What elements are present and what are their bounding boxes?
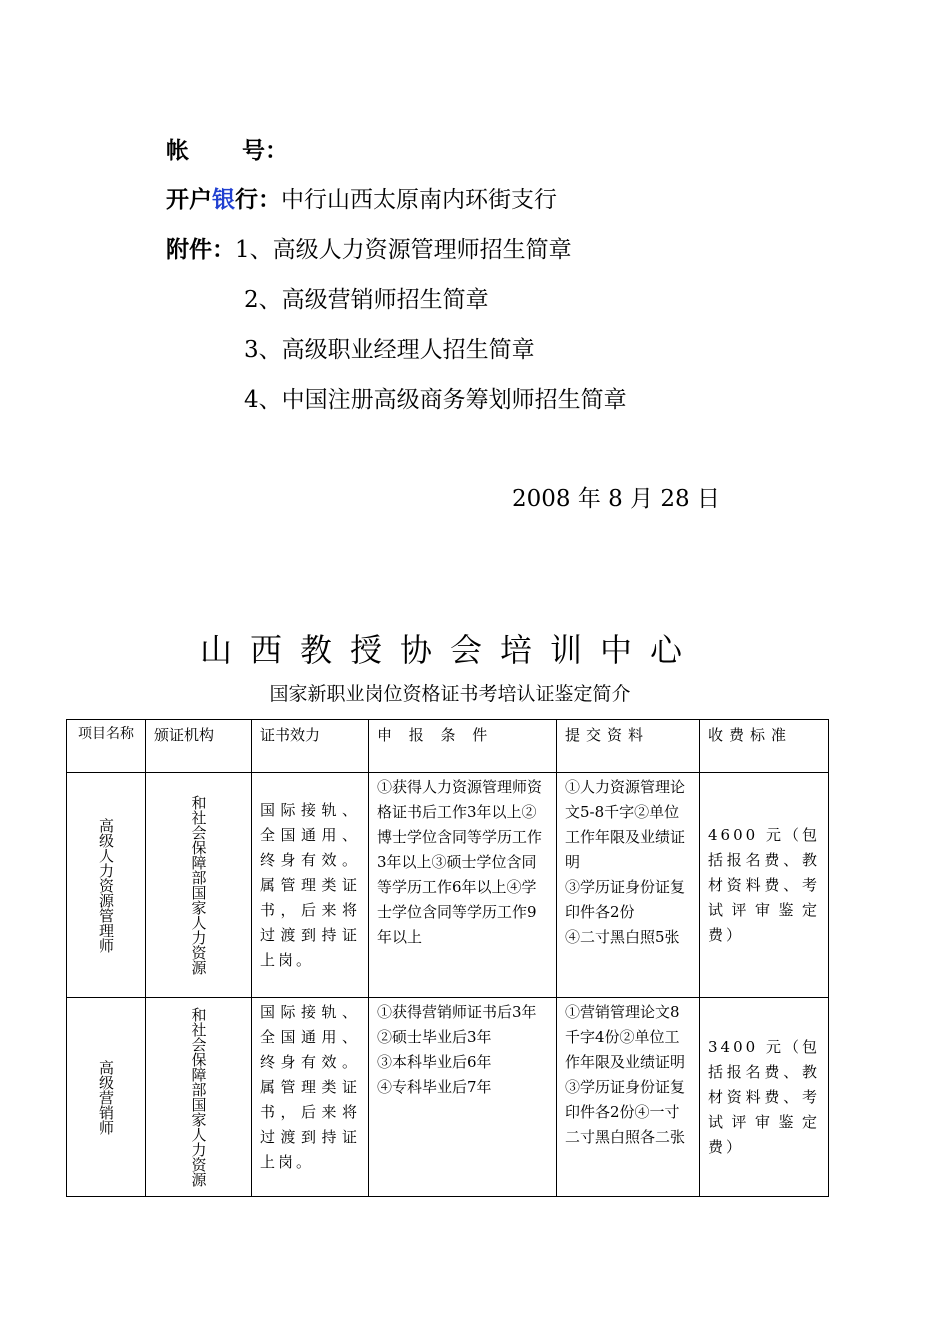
application-conditions: ①获得营销师证书后3年 ②硕士毕业后3年 ③本科毕业后6年 ④专科毕业后7年 [369,998,557,1197]
certification-table [66,719,829,1197]
fee-standard: 3400 元（包括报名费、教材资料费、考试评审鉴定费） [700,998,829,1197]
issuing-org-line: 和社会保障部 [189,1007,208,1097]
header-cell: 收费标准 [700,720,829,773]
attachment-item: 1、高级人力资源管理师招生简章 [235,237,572,263]
issuing-org-cell [146,773,252,998]
attachment-label: 附件： [166,237,235,263]
document-date: 2008 年 8 月 28 日 [512,486,720,512]
issuing-org [186,1007,212,1187]
table-row [67,998,829,1197]
submission-materials: ①人力资源管理论文5-8千字②单位工作年限及业绩证明 ③学历证身份证复印件各2份 ④二寸黑白照5张 [557,773,700,998]
attachment-item: 3、高级职业经理人招生简章 [244,337,535,363]
header-cell: 颁证机构 [146,720,252,773]
table-row [67,773,829,998]
project-name-cell [67,998,146,1197]
submission-materials: ①营销管理论文8千字4份②单位工作年限及业绩证明③学历证身份证复印件各2份④一寸二寸黑白照各二张 [557,998,700,1197]
project-name: 高级人力资源管理师 [97,817,115,953]
project-name-cell [67,773,146,998]
issuing-org-line: 和社会保障部 [189,795,208,885]
bank-label-highlight: 银 [212,187,235,213]
issuing-org-line: 国家人力资源 [189,885,208,975]
account-label-b: 号： [242,138,288,164]
header-cell: 提交资料 [557,720,700,773]
cert-effect: 国际接轨、全国通用、终身有效。属管理类证书，后来将过渡到持证上岗。 [252,773,369,998]
attachment-item: 4、中国注册高级商务筹划师招生简章 [244,387,627,413]
bank-line [166,185,557,215]
attachment-item: 2、高级营销师招生简章 [244,287,489,313]
table-header-row [67,720,829,773]
header-cell: 项目名称 [67,720,146,773]
issuing-org-line: 国家人力资源 [189,1097,208,1187]
account-label-a: 帐 [166,138,189,164]
header-cell: 证书效力 [252,720,369,773]
project-name: 高级营销师 [97,1059,115,1135]
page-subtitle: 国家新职业岗位资格证书考培认证鉴定简介 [269,683,631,705]
header-cell: 申 报 条 件 [369,720,557,773]
cert-effect: 国际接轨、全国通用、终身有效。属管理类证书，后来将过渡到持证上岗。 [252,998,369,1197]
application-conditions: ①获得人力资源管理师资格证书后工作3年以上②博士学位含同等学历工作3年以上③硕士学位含同等学历工作6年以上④学士学位含同等学历工作9年以上 [369,773,557,998]
bank-label-c: 行： [235,187,281,213]
fee-standard: 4600 元（包括报名费、教材资料费、考试评审鉴定费） [700,773,829,998]
page-title: 山西教授协会培训中心 [199,631,700,669]
bank-value: 中行山西太原南内环街支行 [281,187,557,213]
issuing-org [186,795,212,975]
bank-label-a: 开户 [166,187,212,213]
attachment-line-1 [166,235,572,265]
account-line [166,136,288,166]
issuing-org-cell [146,998,252,1197]
